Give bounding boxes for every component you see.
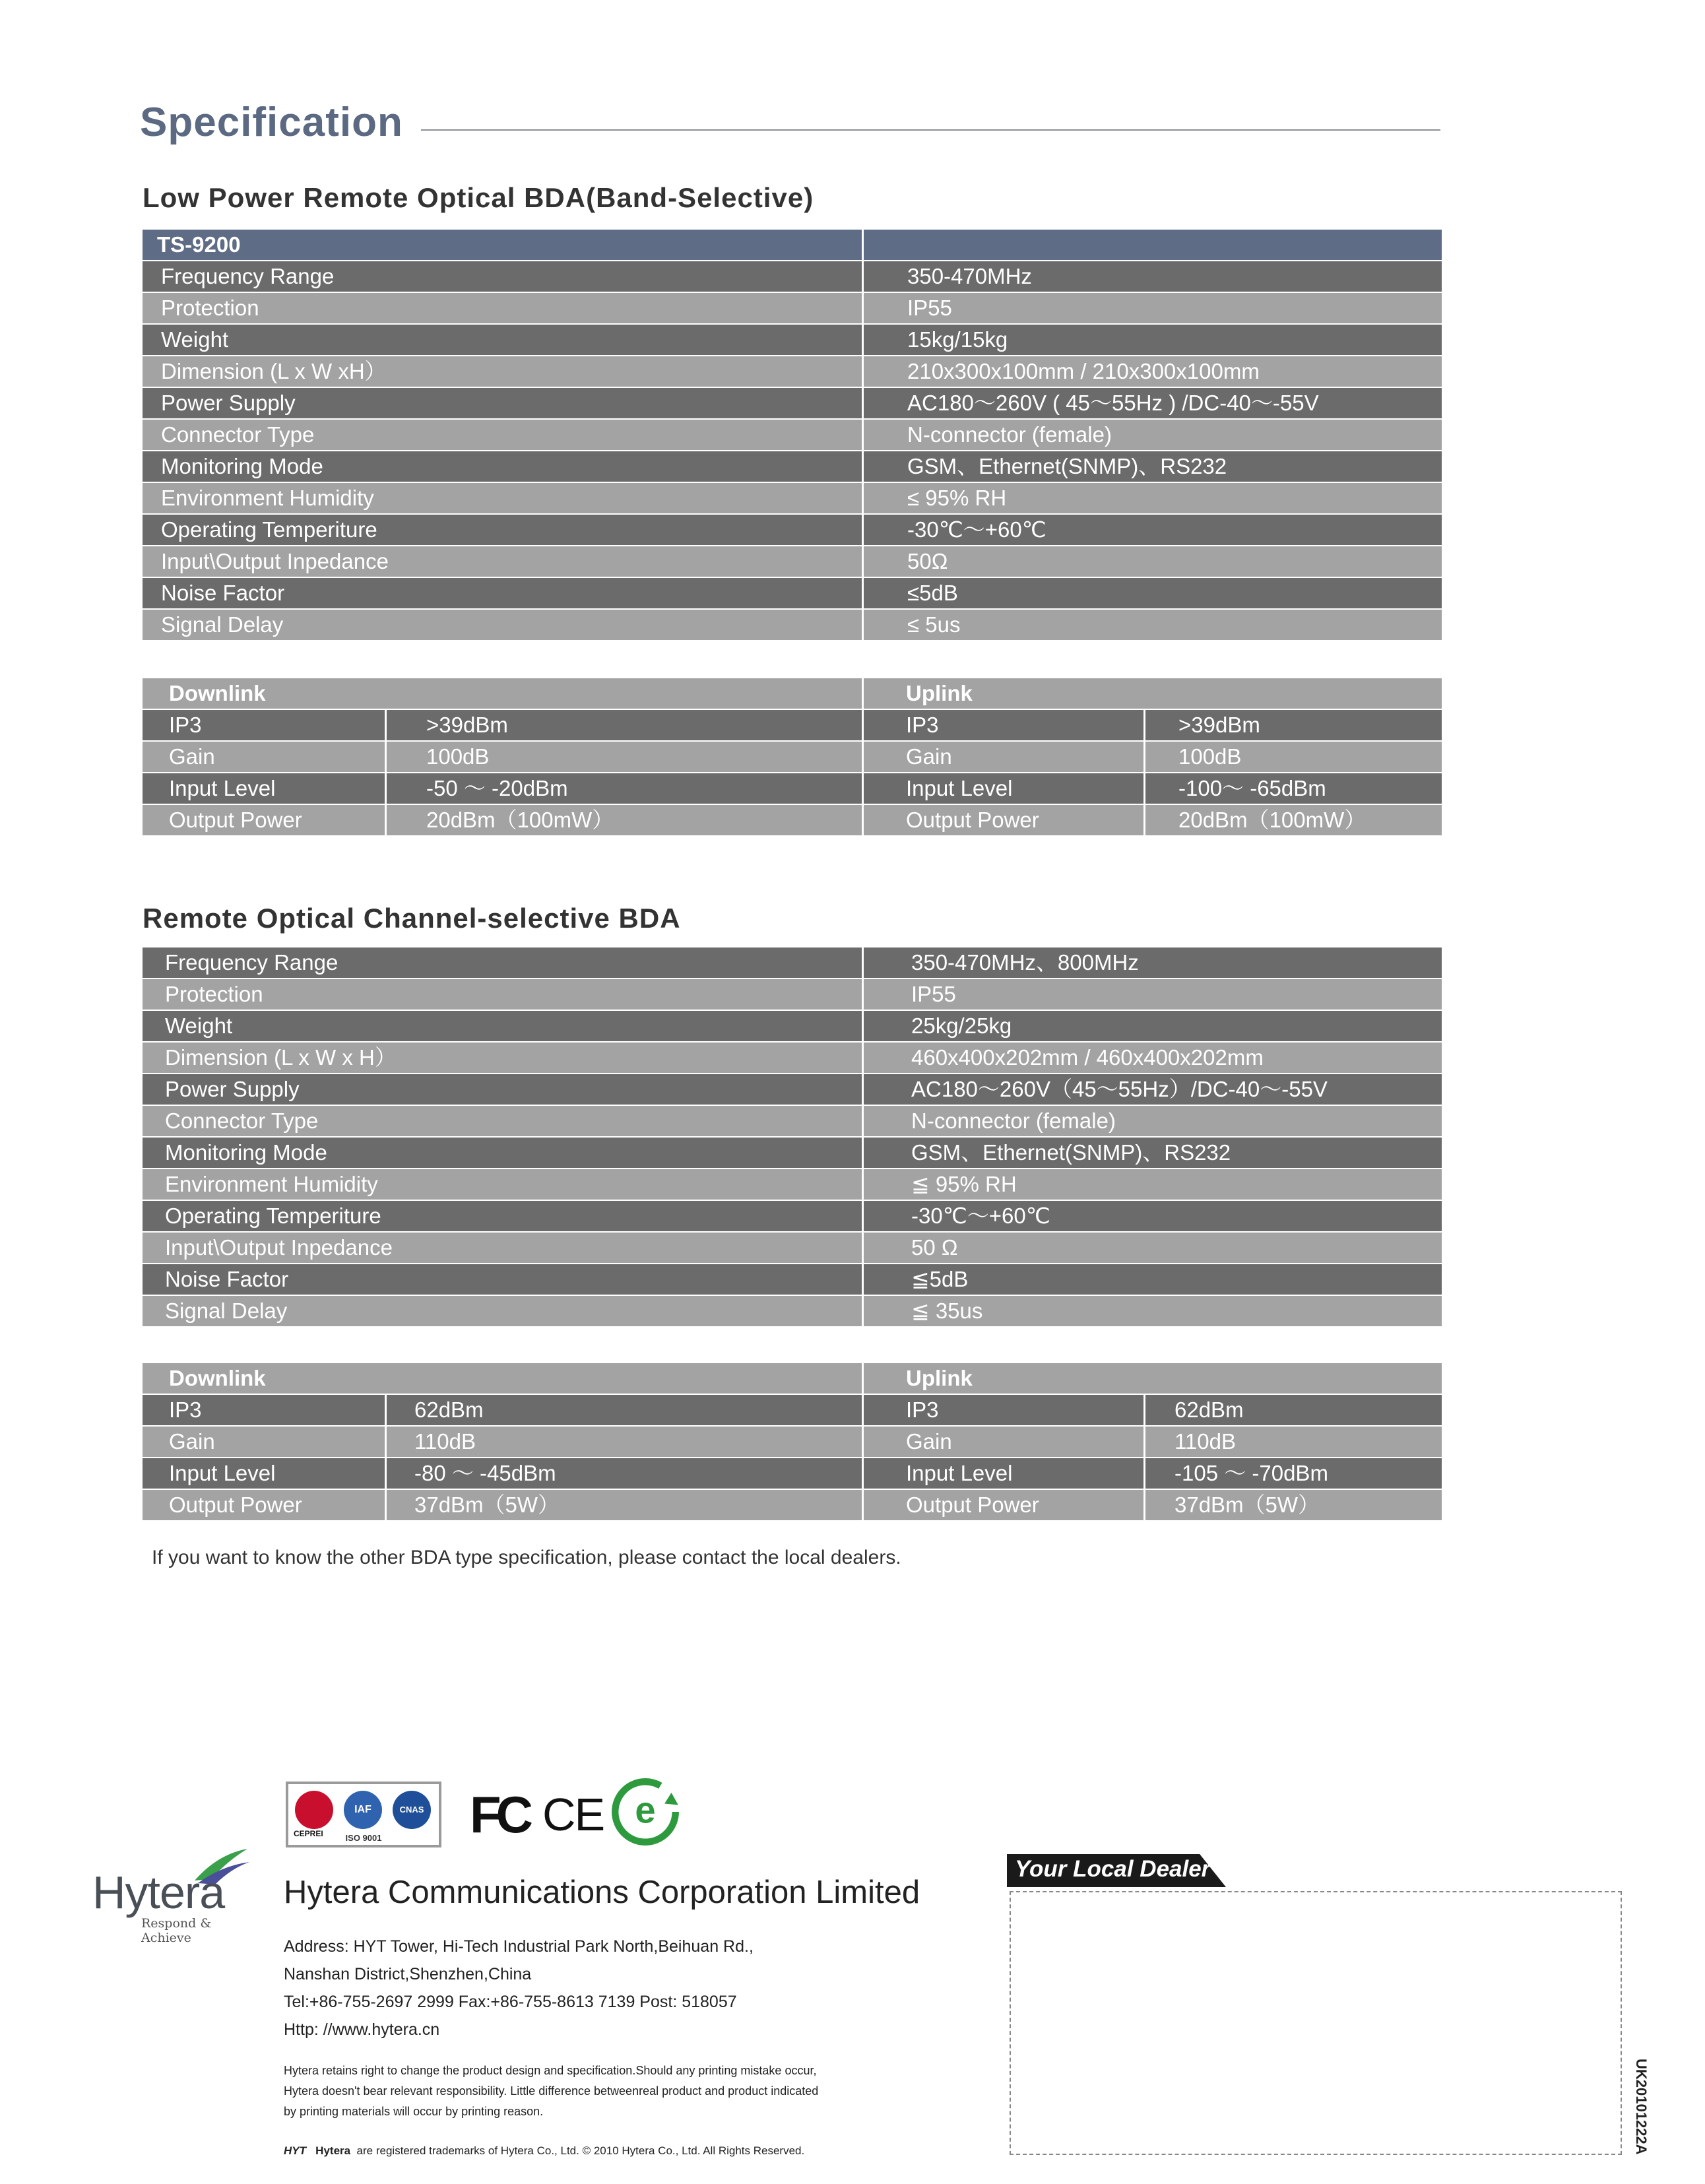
spec-label: Protection	[143, 979, 864, 1010]
spec-value: AC180～260V（45～55Hz）/DC-40～-55V	[911, 1077, 1328, 1101]
spec-label: Dimension (L x W xH）	[143, 356, 864, 387]
spec-label: Connector Type	[143, 420, 864, 450]
hyt-brand: HYT	[284, 2144, 306, 2157]
spec-row	[143, 1264, 1442, 1296]
link-row	[143, 1458, 1442, 1490]
disclaimer-line-3: by printing materials will occur by printing reason.	[284, 2105, 544, 2118]
spec-value: ≦ 35us	[911, 1299, 983, 1323]
iaf-logo-icon: IAF	[344, 1791, 382, 1829]
spec-label: Weight	[143, 325, 864, 355]
uplink-label: Output Power	[864, 1490, 1145, 1520]
spec-value: 50Ω	[907, 549, 948, 573]
spec-row	[143, 388, 1442, 420]
spec-row	[143, 515, 1442, 546]
downlink-label: IP3	[143, 1395, 387, 1425]
spec-value: GSM、Ethernet(SNMP)、RS232	[911, 1140, 1231, 1165]
contact-line: Tel:+86-755-2697 2999 Fax:+86-755-8613 7139 Post: 518057	[284, 1993, 737, 2011]
link-row	[143, 805, 1442, 837]
section1-link-table	[143, 678, 1442, 837]
spec-label: Noise Factor	[143, 578, 864, 608]
spec-label: Connector Type	[143, 1106, 864, 1136]
downlink-label: Input Level	[143, 773, 387, 804]
link-row	[143, 710, 1442, 742]
uplink-value: -100～ -65dBm	[1178, 776, 1326, 800]
uplink-label: Gain	[864, 1427, 1145, 1457]
uplink-header: Uplink	[906, 1366, 973, 1390]
spec-label: Signal Delay	[143, 610, 864, 640]
spec-row	[143, 356, 1442, 388]
spec-label: Frequency Range	[143, 261, 864, 292]
spec-row	[143, 1169, 1442, 1201]
cnas-logo-icon: CNAS	[393, 1791, 431, 1829]
link-row	[143, 1490, 1442, 1522]
spec-value: 210x300x100mm / 210x300x100mm	[907, 359, 1260, 383]
hytera-brand: Hytera	[315, 2144, 351, 2157]
downlink-value: 62dBm	[387, 1395, 864, 1425]
spec-row	[143, 483, 1442, 515]
fcc-logo-icon: FC	[470, 1785, 528, 1844]
spec-label: Environment Humidity	[143, 483, 864, 513]
title-divider	[421, 129, 1440, 131]
dealer-label: Your Local Dealer	[1015, 1856, 1211, 1882]
section1-heading: Low Power Remote Optical BDA(Band-Selective)	[143, 182, 814, 213]
downlink-value: 100dB	[387, 742, 864, 772]
iso-certification-badge: CEPREI IAF CNAS ISO 9001	[286, 1782, 441, 1847]
link-row	[143, 773, 1442, 805]
ce-logo-icon: CE	[542, 1789, 604, 1840]
downlink-label: Gain	[143, 742, 387, 772]
section2-link-table	[143, 1363, 1442, 1522]
downlink-label: Output Power	[143, 805, 387, 835]
spec-row	[143, 1296, 1442, 1328]
spec-value: IP55	[907, 296, 952, 320]
spec-value: ≤ 95% RH	[907, 486, 1007, 510]
spec-value: ≦5dB	[911, 1267, 969, 1291]
downlink-value: -80 ～ -45dBm	[387, 1458, 864, 1489]
spec-value: -30℃～+60℃	[911, 1204, 1050, 1228]
address-line-2: Nanshan District,Shenzhen,China	[284, 1965, 532, 1983]
link-row	[143, 1427, 1442, 1458]
spec-value: ≤5dB	[907, 581, 958, 605]
uplink-label: Input Level	[864, 773, 1145, 804]
spec-label: Environment Humidity	[143, 1169, 864, 1200]
spec-value: 25kg/25kg	[911, 1013, 1012, 1038]
company-name: Hytera Communications Corporation Limited	[284, 1875, 920, 1910]
spec-row	[143, 1074, 1442, 1106]
spec-row	[143, 1043, 1442, 1074]
spec-row	[143, 1201, 1442, 1233]
downlink-header: Downlink	[143, 1363, 864, 1394]
address-line-1: Address: HYT Tower, Hi-Tech Industrial Park North,Beihuan Rd.,	[284, 1937, 754, 1956]
spec-value: 15kg/15kg	[907, 327, 1008, 352]
link-row	[143, 742, 1442, 773]
uplink-label: Output Power	[864, 805, 1145, 835]
uplink-label: Gain	[864, 742, 1145, 772]
uplink-value: 110dB	[1174, 1429, 1236, 1454]
spec-label: Power Supply	[143, 1074, 864, 1105]
svg-text:e: e	[635, 1789, 656, 1831]
uplink-label: Input Level	[864, 1458, 1145, 1489]
spec-label: Operating Temperiture	[143, 1201, 864, 1231]
spec-label: Dimension (L x W x H）	[143, 1043, 864, 1073]
page-title: Specification	[140, 100, 403, 145]
section1-spec-table	[143, 230, 1442, 641]
spec-label: Input\Output Inpedance	[143, 1233, 864, 1263]
uplink-value: 37dBm（5W）	[1174, 1493, 1320, 1517]
spec-value: AC180～260V ( 45～55Hz ) /DC-40～-55V	[907, 391, 1319, 415]
section2-heading: Remote Optical Channel-selective BDA	[143, 903, 681, 934]
spec-row	[143, 578, 1442, 610]
downlink-label: IP3	[143, 710, 387, 740]
spec-row	[143, 325, 1442, 356]
spec-row	[143, 1106, 1442, 1138]
ceprei-logo-icon	[295, 1791, 333, 1829]
downlink-value: >39dBm	[387, 710, 864, 740]
uplink-value: -105 ～ -70dBm	[1174, 1461, 1328, 1485]
spec-row	[143, 546, 1442, 578]
uplink-label: IP3	[864, 710, 1145, 740]
downlink-value: -50 ～ -20dBm	[387, 773, 864, 804]
downlink-label: Gain	[143, 1427, 387, 1457]
spec-row	[143, 947, 1442, 979]
spec-label: Weight	[143, 1011, 864, 1041]
spec-value: GSM、Ethernet(SNMP)、RS232	[907, 454, 1227, 478]
downlink-value: 37dBm（5W）	[387, 1490, 864, 1520]
downlink-value: 20dBm（100mW）	[387, 805, 864, 835]
disclaimer-line-2: Hytera doesn't bear relevant responsibility. Little difference betweenreal product and product indicated	[284, 2084, 819, 2098]
contact-note: If you want to know the other BDA type specification, please contact the local dealers.	[152, 1547, 901, 1568]
website-link[interactable]: Http: //www.hytera.cn	[284, 2020, 440, 2039]
spec-label: Monitoring Mode	[143, 1138, 864, 1168]
downlink-value: 110dB	[387, 1427, 864, 1457]
spec-row	[143, 1138, 1442, 1169]
disclaimer-line-1: Hytera retains right to change the product design and specification.Should any printing mistake occur,	[284, 2064, 817, 2077]
logo-wordmark: Hytera	[92, 1867, 225, 1918]
dealer-box	[1010, 1891, 1622, 2155]
spec-value: -30℃～+60℃	[907, 517, 1046, 542]
spec-label: Signal Delay	[143, 1296, 864, 1326]
spec-label: Monitoring Mode	[143, 451, 864, 482]
spec-label: Noise Factor	[143, 1264, 864, 1295]
spec-row	[143, 610, 1442, 641]
svg-text:UK20101222A: UK20101222A	[1633, 2059, 1650, 2155]
spec-label: Frequency Range	[143, 947, 864, 978]
spec-row	[143, 1233, 1442, 1264]
document-code	[1628, 2056, 1655, 2162]
spec-value: 50 Ω	[911, 1235, 958, 1260]
eco-recycle-logo-icon	[611, 1778, 680, 1846]
iso-label: ISO 9001	[345, 1833, 382, 1843]
downlink-header: Downlink	[143, 678, 864, 709]
spec-label: Input\Output Inpedance	[143, 546, 864, 577]
downlink-label: Input Level	[143, 1458, 387, 1489]
hytera-logo	[92, 1847, 264, 1945]
uplink-value: >39dBm	[1178, 713, 1260, 737]
uplink-value: 20dBm（100mW）	[1178, 808, 1367, 832]
spec-row	[143, 261, 1442, 293]
spec-row	[143, 420, 1442, 451]
logo-tagline: Respond & Achieve	[141, 1916, 212, 1945]
model-name: TS-9200	[143, 230, 864, 260]
link-table-header	[143, 1363, 1442, 1395]
uplink-value: 62dBm	[1174, 1397, 1244, 1422]
section2-spec-table	[143, 947, 1442, 1328]
spec-row	[143, 451, 1442, 483]
uplink-label: IP3	[864, 1395, 1145, 1425]
spec-value: 350-470MHz、800MHz	[911, 950, 1139, 975]
model-header-row	[143, 230, 1442, 261]
link-table-header	[143, 678, 1442, 710]
downlink-label: Output Power	[143, 1490, 387, 1520]
spec-value: N-connector (female)	[907, 422, 1112, 447]
spec-value: 350-470MHz	[907, 264, 1032, 288]
spec-row	[143, 979, 1442, 1011]
uplink-value: 100dB	[1178, 744, 1242, 769]
spec-value: 460x400x202mm / 460x400x202mm	[911, 1045, 1264, 1070]
uplink-header: Uplink	[906, 681, 973, 705]
spec-value: N-connector (female)	[911, 1108, 1116, 1133]
spec-label: Operating Temperiture	[143, 515, 864, 545]
spec-row	[143, 1011, 1442, 1043]
spec-label: Protection	[143, 293, 864, 323]
spec-value: ≤ 5us	[907, 612, 961, 637]
spec-value: IP55	[911, 982, 956, 1006]
spec-label: Power Supply	[143, 388, 864, 418]
link-row	[143, 1395, 1442, 1427]
trademark-line: HYT Hytera are registered trademarks of Hytera Co., Ltd. © 2010 Hytera Co., Ltd. All Rights Reserved.	[284, 2144, 805, 2157]
spec-value: ≦ 95% RH	[911, 1172, 1017, 1196]
spec-row	[143, 293, 1442, 325]
